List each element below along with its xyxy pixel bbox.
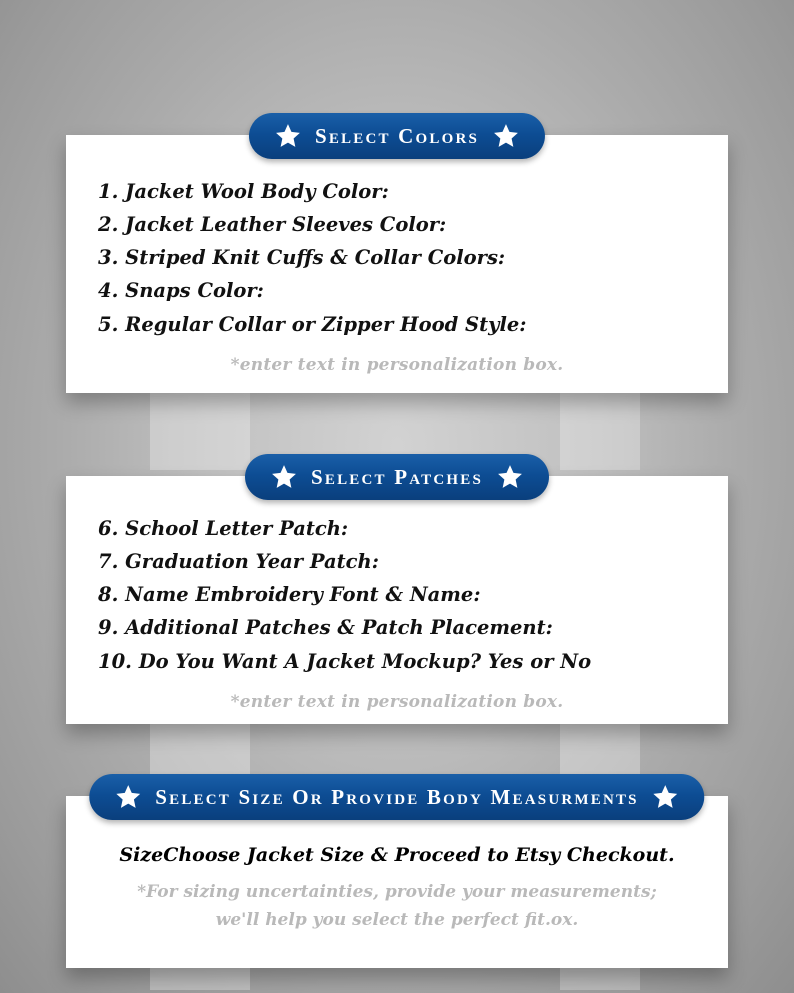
star-icon bbox=[653, 784, 679, 810]
select-size-banner[interactable] bbox=[89, 774, 704, 820]
list-item: 4. Snaps Color: bbox=[98, 279, 264, 303]
list-item: 3. Striped Knit Cuffs & Collar Colors: bbox=[98, 246, 506, 270]
list-item: 9. Additional Patches & Patch Placement: bbox=[98, 616, 553, 640]
list-item: 6. School Letter Patch: bbox=[98, 517, 349, 540]
patches-item-list bbox=[66, 512, 728, 678]
list-item: 5. Regular Collar or Zipper Hood Style: bbox=[98, 312, 527, 336]
list-item: 1. Jacket Wool Body Color: bbox=[98, 180, 389, 203]
select-colors-banner[interactable] bbox=[249, 113, 545, 159]
select-size-title: Select Size Or Provide Body Measurments bbox=[155, 784, 639, 809]
colors-note: *enter text in personalization box. bbox=[230, 354, 564, 375]
size-heading: SizeChoose Jacket Size & Proceed to Etsy Checkout. bbox=[119, 844, 675, 866]
select-colors-card bbox=[66, 123, 728, 393]
star-icon bbox=[497, 464, 523, 490]
colors-item-list bbox=[66, 175, 728, 341]
list-item: 2. Jacket Leather Sleeves Color: bbox=[98, 213, 447, 237]
list-item: 7. Graduation Year Patch: bbox=[98, 550, 379, 574]
star-icon bbox=[115, 784, 141, 810]
select-patches-banner[interactable] bbox=[245, 454, 549, 500]
star-icon bbox=[493, 123, 519, 149]
select-size-card bbox=[66, 784, 728, 968]
star-icon bbox=[275, 123, 301, 149]
list-item: 10. Do You Want A Jacket Mockup? Yes or No bbox=[98, 649, 592, 673]
select-patches-card bbox=[66, 464, 728, 724]
list-item: 8. Name Embroidery Font & Name: bbox=[98, 583, 481, 607]
star-icon bbox=[271, 464, 297, 490]
patches-note: *enter text in personalization box. bbox=[230, 691, 564, 712]
select-patches-title: Select Patches bbox=[311, 464, 483, 489]
size-note: *For sizing uncertainties, provide your measurements; we'll help you select the perfect fit.ox. bbox=[137, 882, 657, 931]
select-colors-title: Select Colors bbox=[314, 123, 480, 148]
